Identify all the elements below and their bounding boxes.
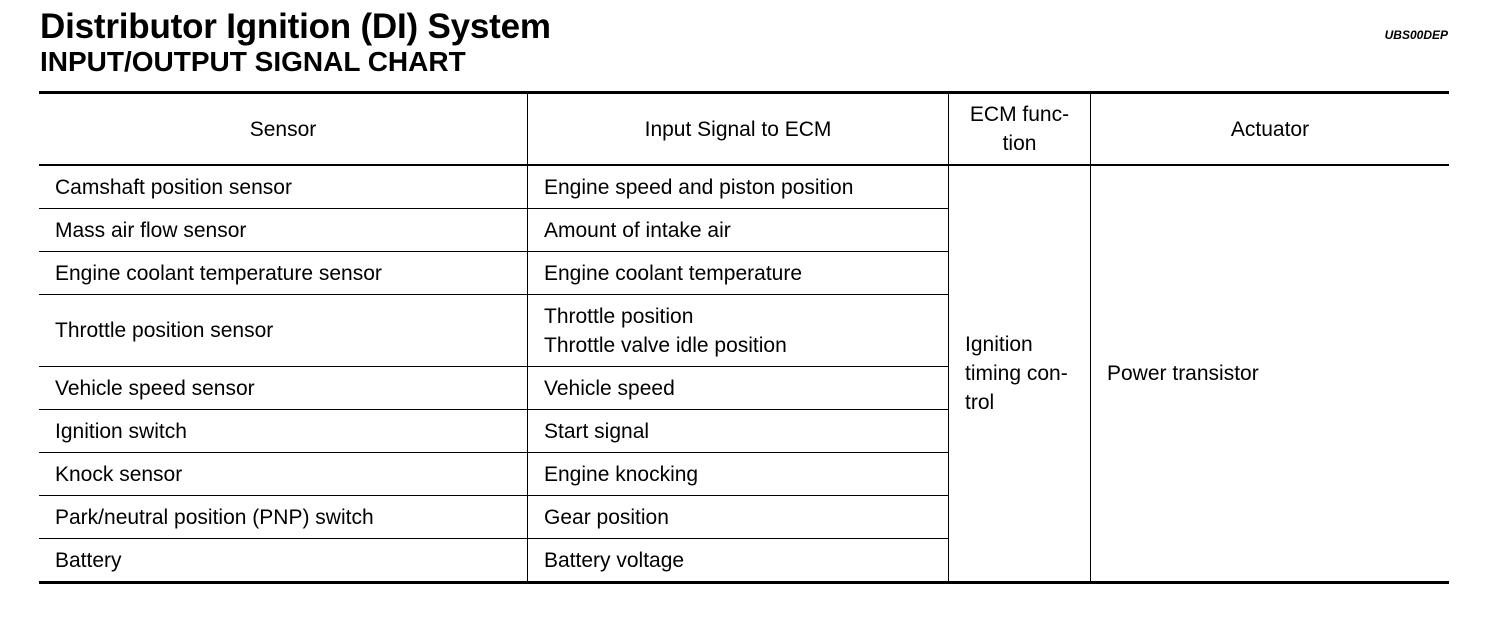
- input-signal-line1: Throttle position: [544, 304, 694, 328]
- header-ecm-function-line2: tion: [1002, 132, 1037, 155]
- page-title: Distributor Ignition (DI) System: [40, 7, 551, 46]
- document-code: UBS00DEP: [1384, 28, 1448, 42]
- input-signal-cell: Engine speed and piston position: [528, 165, 949, 209]
- table-header-row: [39, 93, 1449, 166]
- header-sensor: Sensor: [39, 93, 528, 166]
- input-signal-cell: Engine coolant temperature: [528, 252, 949, 295]
- actuator-cell: Power transistor: [1091, 165, 1450, 583]
- ecm-function-line3: trol: [965, 391, 995, 414]
- page-subtitle: INPUT/OUTPUT SIGNAL CHART: [40, 46, 466, 77]
- sensor-cell: Vehicle speed sensor: [39, 367, 528, 410]
- sensor-cell: Throttle position sensor: [39, 295, 528, 367]
- input-signal-cell: [528, 295, 949, 367]
- input-signal-cell: Gear position: [528, 496, 949, 539]
- table-row: [39, 165, 1449, 209]
- input-signal-line2: Throttle valve idle position: [544, 333, 787, 357]
- header-ecm-function: [949, 93, 1091, 166]
- sensor-cell: Park/neutral position (PNP) switch: [39, 496, 528, 539]
- input-signal-cell: Battery voltage: [528, 539, 949, 583]
- input-signal-cell: Engine knocking: [528, 453, 949, 496]
- sensor-cell: Ignition switch: [39, 410, 528, 453]
- header-actuator: Actuator: [1091, 93, 1450, 166]
- ecm-function-cell: [949, 165, 1091, 583]
- sensor-cell: Mass air flow sensor: [39, 209, 528, 252]
- sensor-cell: Engine coolant temperature sensor: [39, 252, 528, 295]
- ecm-function-line1: Ignition: [965, 333, 1033, 356]
- input-signal-cell: Amount of intake air: [528, 209, 949, 252]
- sensor-cell: Battery: [55, 548, 122, 572]
- ecm-function-line2: timing con-: [965, 362, 1068, 385]
- input-signal-cell: Start signal: [528, 410, 949, 453]
- sensor-cell: Camshaft position sensor: [39, 165, 528, 209]
- signal-chart-table: [39, 91, 1449, 584]
- header-ecm-function-line1: ECM func-: [969, 103, 1070, 126]
- input-signal-cell: Vehicle speed: [528, 367, 949, 410]
- sensor-cell: Knock sensor: [39, 453, 528, 496]
- header-input-signal: Input Signal to ECM: [528, 93, 949, 166]
